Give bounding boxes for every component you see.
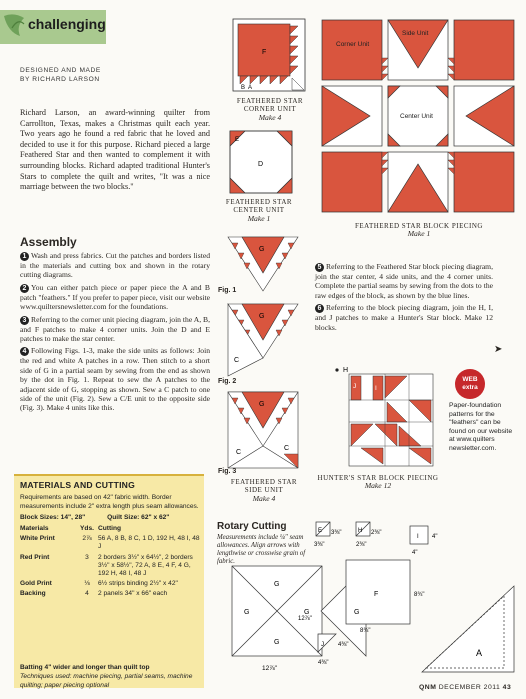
materials-header-row: Materials Yds. Cutting (20, 525, 122, 532)
hunters-star-block-diagram (325, 366, 437, 470)
caption-side: FEATHERED STAR SIDE UNIT Make 4 (230, 478, 298, 503)
table-row: Red Print 3 2 borders 3½" x 64½", 2 borders 3½" x 58½", 72 A, 8 E, 4 F, 4 G, 192 H, 48 I, 48 J (20, 553, 193, 578)
materials-table (20, 525, 202, 601)
svg-text:G: G (244, 609, 250, 616)
fig2-label: Fig. 2 (218, 378, 237, 385)
materials-sizes: Block Sizes: 14", 28" Quilt Size: 62" x 62" (20, 514, 170, 521)
svg-text:G: G (304, 609, 310, 616)
feathered-star-block-diagram (320, 18, 516, 214)
caption-corner: FEATHERED STAR CORNER UNIT Make 4 (236, 97, 304, 122)
materials-box (14, 474, 204, 688)
svg-text:12⅞": 12⅞" (298, 616, 312, 622)
label-f: F (262, 49, 267, 56)
label-corner-unit: Corner Unit (336, 41, 370, 48)
label-e: E (235, 137, 240, 143)
assembly-steps-left (20, 251, 210, 416)
svg-text:4⅜": 4⅜" (338, 642, 349, 648)
step-3: 3 Referring to the corner unit piecing diagram, join the A, B, and F patches to make 4 corner units. Join the D and E patches to make the star center. (20, 314, 210, 344)
page-footer: QNM DECEMBER 2011 43 (419, 684, 512, 691)
fig3-diagram (224, 388, 302, 472)
label-center-unit: Center Unit (400, 113, 433, 120)
step-4: 4 Following Figs. 1-3, make the side units as follows: Join the red and white A patches in a row. Then stitch to a short side of G in a partial seam by sewing from the end as shown by the dot in Fig. 1. Repeat to sew the A patches to the adjacent side of G, stopping as shown. Sew a C patch to one side of the unit (Fig. 2). Sew a C/E unit to the opposite side (Fig. 3). Make 4 units like this. (20, 346, 210, 413)
table-row: Gold Print ⅛ 6½ strips binding 2½" x 42" (20, 580, 178, 588)
svg-text:I: I (375, 385, 377, 392)
caption-hunter: HUNTER'S STAR BLOCK PIECING Make 12 (317, 474, 439, 491)
caption-block: FEATHERED STAR BLOCK PIECING Make 1 (355, 222, 483, 239)
svg-text:C: C (234, 357, 240, 364)
table-row: White Print 2⅞ 56 A, 8 B, 8 C, 1 D, 192 H, 48 I, 48 J (20, 535, 200, 551)
materials-requirements: Requirements are based on 42" fabric width. Border measurements include 2" extra length plus seam allowances. (20, 494, 199, 510)
svg-text:H: H (358, 528, 363, 534)
assembly-heading: Assembly (20, 235, 77, 249)
corner-unit-diagram (232, 18, 306, 92)
step-5: 5 Referring to the Feathered Star block piecing diagram, join the star center, 4 side units, and the 4 corner units. Complete the partial seams by sewing from the dots to the raw edges of the block, as shown by the blue lines. (315, 262, 493, 300)
svg-text:G: G (274, 639, 280, 646)
svg-text:G: G (259, 401, 265, 408)
fig1-label: Fig. 1 (218, 287, 237, 294)
svg-text:3⅜": 3⅜" (314, 542, 325, 548)
svg-text:J: J (321, 642, 324, 648)
svg-text:J: J (353, 383, 357, 390)
svg-text:G: G (354, 609, 360, 616)
label-b: B (241, 85, 246, 91)
svg-text:2⅜": 2⅜" (356, 542, 367, 548)
web-extra-badge[interactable]: WEB extra (455, 369, 485, 399)
section-tag: challenging (28, 16, 106, 32)
rotary-cutting-note: Measurements include ¼" seam allowances. Align arrows with lengthwise or crosswise grain of fabric. (217, 534, 306, 565)
designer-credit: DESIGNED AND MADE BY RICHARD LARSON (20, 67, 101, 83)
svg-text:G: G (274, 581, 280, 588)
svg-text:H: H (343, 367, 349, 374)
step-1: 1 Wash and press fabrics. Cut the patches and borders listed in the materials and cutting box and shown in the rotary cutting diagrams. (20, 251, 210, 280)
materials-techniques: Techniques used: machine piecing, partial seams, machine quilting; paper piecing optional (20, 673, 193, 689)
assembly-steps-right (315, 262, 493, 335)
continue-arrow: ➤ (494, 344, 503, 355)
svg-text:C: C (284, 445, 290, 452)
svg-text:2⅜": 2⅜" (371, 530, 382, 536)
fig1-diagram (224, 233, 302, 295)
svg-text:G: G (259, 246, 265, 253)
svg-text:4": 4" (432, 534, 438, 540)
svg-text:8¾": 8¾" (360, 628, 371, 634)
web-extra-text: Paper-foundation patterns for the "feathers" can be found on our website at www.quilters newsletter.com. (449, 402, 513, 452)
rotary-cutting-title: Rotary Cutting (217, 521, 287, 532)
fig3-label: Fig. 3 (218, 468, 237, 475)
svg-text:4⅜": 4⅜" (318, 660, 329, 666)
rotary-cutting-diagrams (214, 516, 520, 688)
materials-title: MATERIALS AND CUTTING (20, 480, 135, 490)
fig2-diagram (224, 300, 302, 380)
svg-text:E: E (318, 528, 323, 534)
svg-text:4": 4" (412, 550, 418, 556)
svg-text:I: I (417, 534, 419, 540)
svg-text:A: A (476, 648, 483, 658)
caption-center: FEATHERED STAR CENTER UNIT Make 1 (225, 198, 293, 223)
svg-text:8¾": 8¾" (414, 592, 425, 598)
intro-paragraph: Richard Larson, an award-winning quilter from Carrollton, Texas, makes a Christmas quilt each year. Two years ago he found a red fabric that he loved and decided to use it for this purpose. Richard pieced a large Feathered Star and then wanted to complement it with surrounding blocks. Richard adapted traditional Hunter's Stars to complete the quilt and writes, "It was a nice marriage between the two blocks." (20, 108, 210, 192)
label-side-unit: Side Unit (402, 30, 429, 37)
step-2: 2 You can either patch piece or paper piece the A and B patch "feathers." If you prefer to paper piece, visit our website www.quiltersnewsletter.com for the foundations. (20, 282, 210, 312)
svg-text:C: C (236, 449, 242, 456)
svg-text:12⅞": 12⅞" (262, 665, 277, 672)
svg-text:3⅜": 3⅜" (331, 530, 342, 536)
label-a: A (248, 85, 253, 91)
svg-text:G: G (259, 313, 265, 320)
center-unit-diagram (229, 130, 293, 194)
label-d: D (258, 161, 264, 168)
svg-text:F: F (374, 591, 379, 598)
step-6: 6 Referring to the block piecing diagram, join the H, I, and J patches to make a Hunter's Star block. Make 12 blocks. (315, 303, 493, 332)
table-row: Backing 4 2 panels 34" x 66" each (20, 590, 168, 598)
materials-batting: Batting 4" wider and longer than quilt top (20, 664, 150, 671)
